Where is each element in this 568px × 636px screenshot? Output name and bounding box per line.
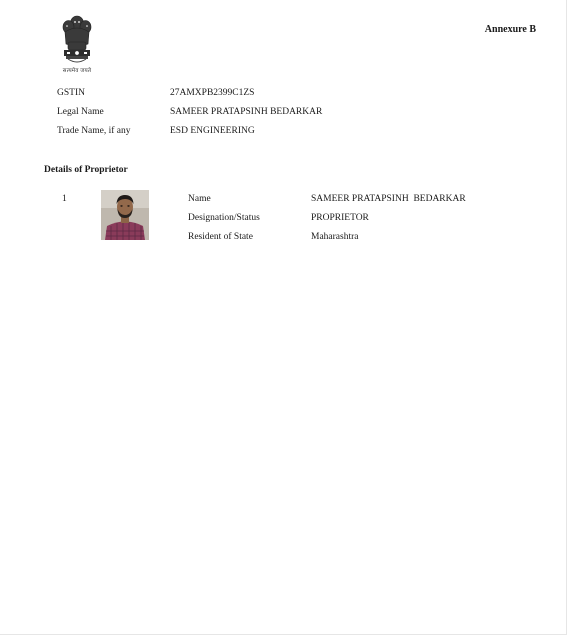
trade-name-label: Trade Name, if any: [57, 126, 131, 136]
proprietor-designation-label: Designation/Status: [188, 213, 260, 223]
legal-name-value: SAMEER PRATAPSINH BEDARKAR: [170, 107, 323, 117]
proprietor-state-label: Resident of State: [188, 232, 253, 242]
legal-name-label: Legal Name: [57, 107, 104, 117]
proprietor-state-value: Maharashtra: [311, 232, 359, 242]
section-title: Details of Proprietor: [44, 165, 128, 175]
proprietor-designation-value: PROPRIETOR: [311, 213, 369, 223]
proprietor-name-label: Name: [188, 194, 211, 204]
annexure-title: Annexure B: [484, 24, 536, 35]
proprietor-serial: 1: [62, 194, 67, 204]
gstin-value: 27AMXPB2399C1ZS: [170, 88, 255, 98]
proprietor-photo: [101, 190, 149, 240]
proprietor-name-value: SAMEER PRATAPSINH BEDARKAR: [311, 194, 466, 204]
emblem-motto: सत्यमेव जयते: [62, 68, 92, 74]
trade-name-value: ESD ENGINEERING: [170, 126, 255, 136]
gstin-label: GSTIN: [57, 88, 85, 98]
